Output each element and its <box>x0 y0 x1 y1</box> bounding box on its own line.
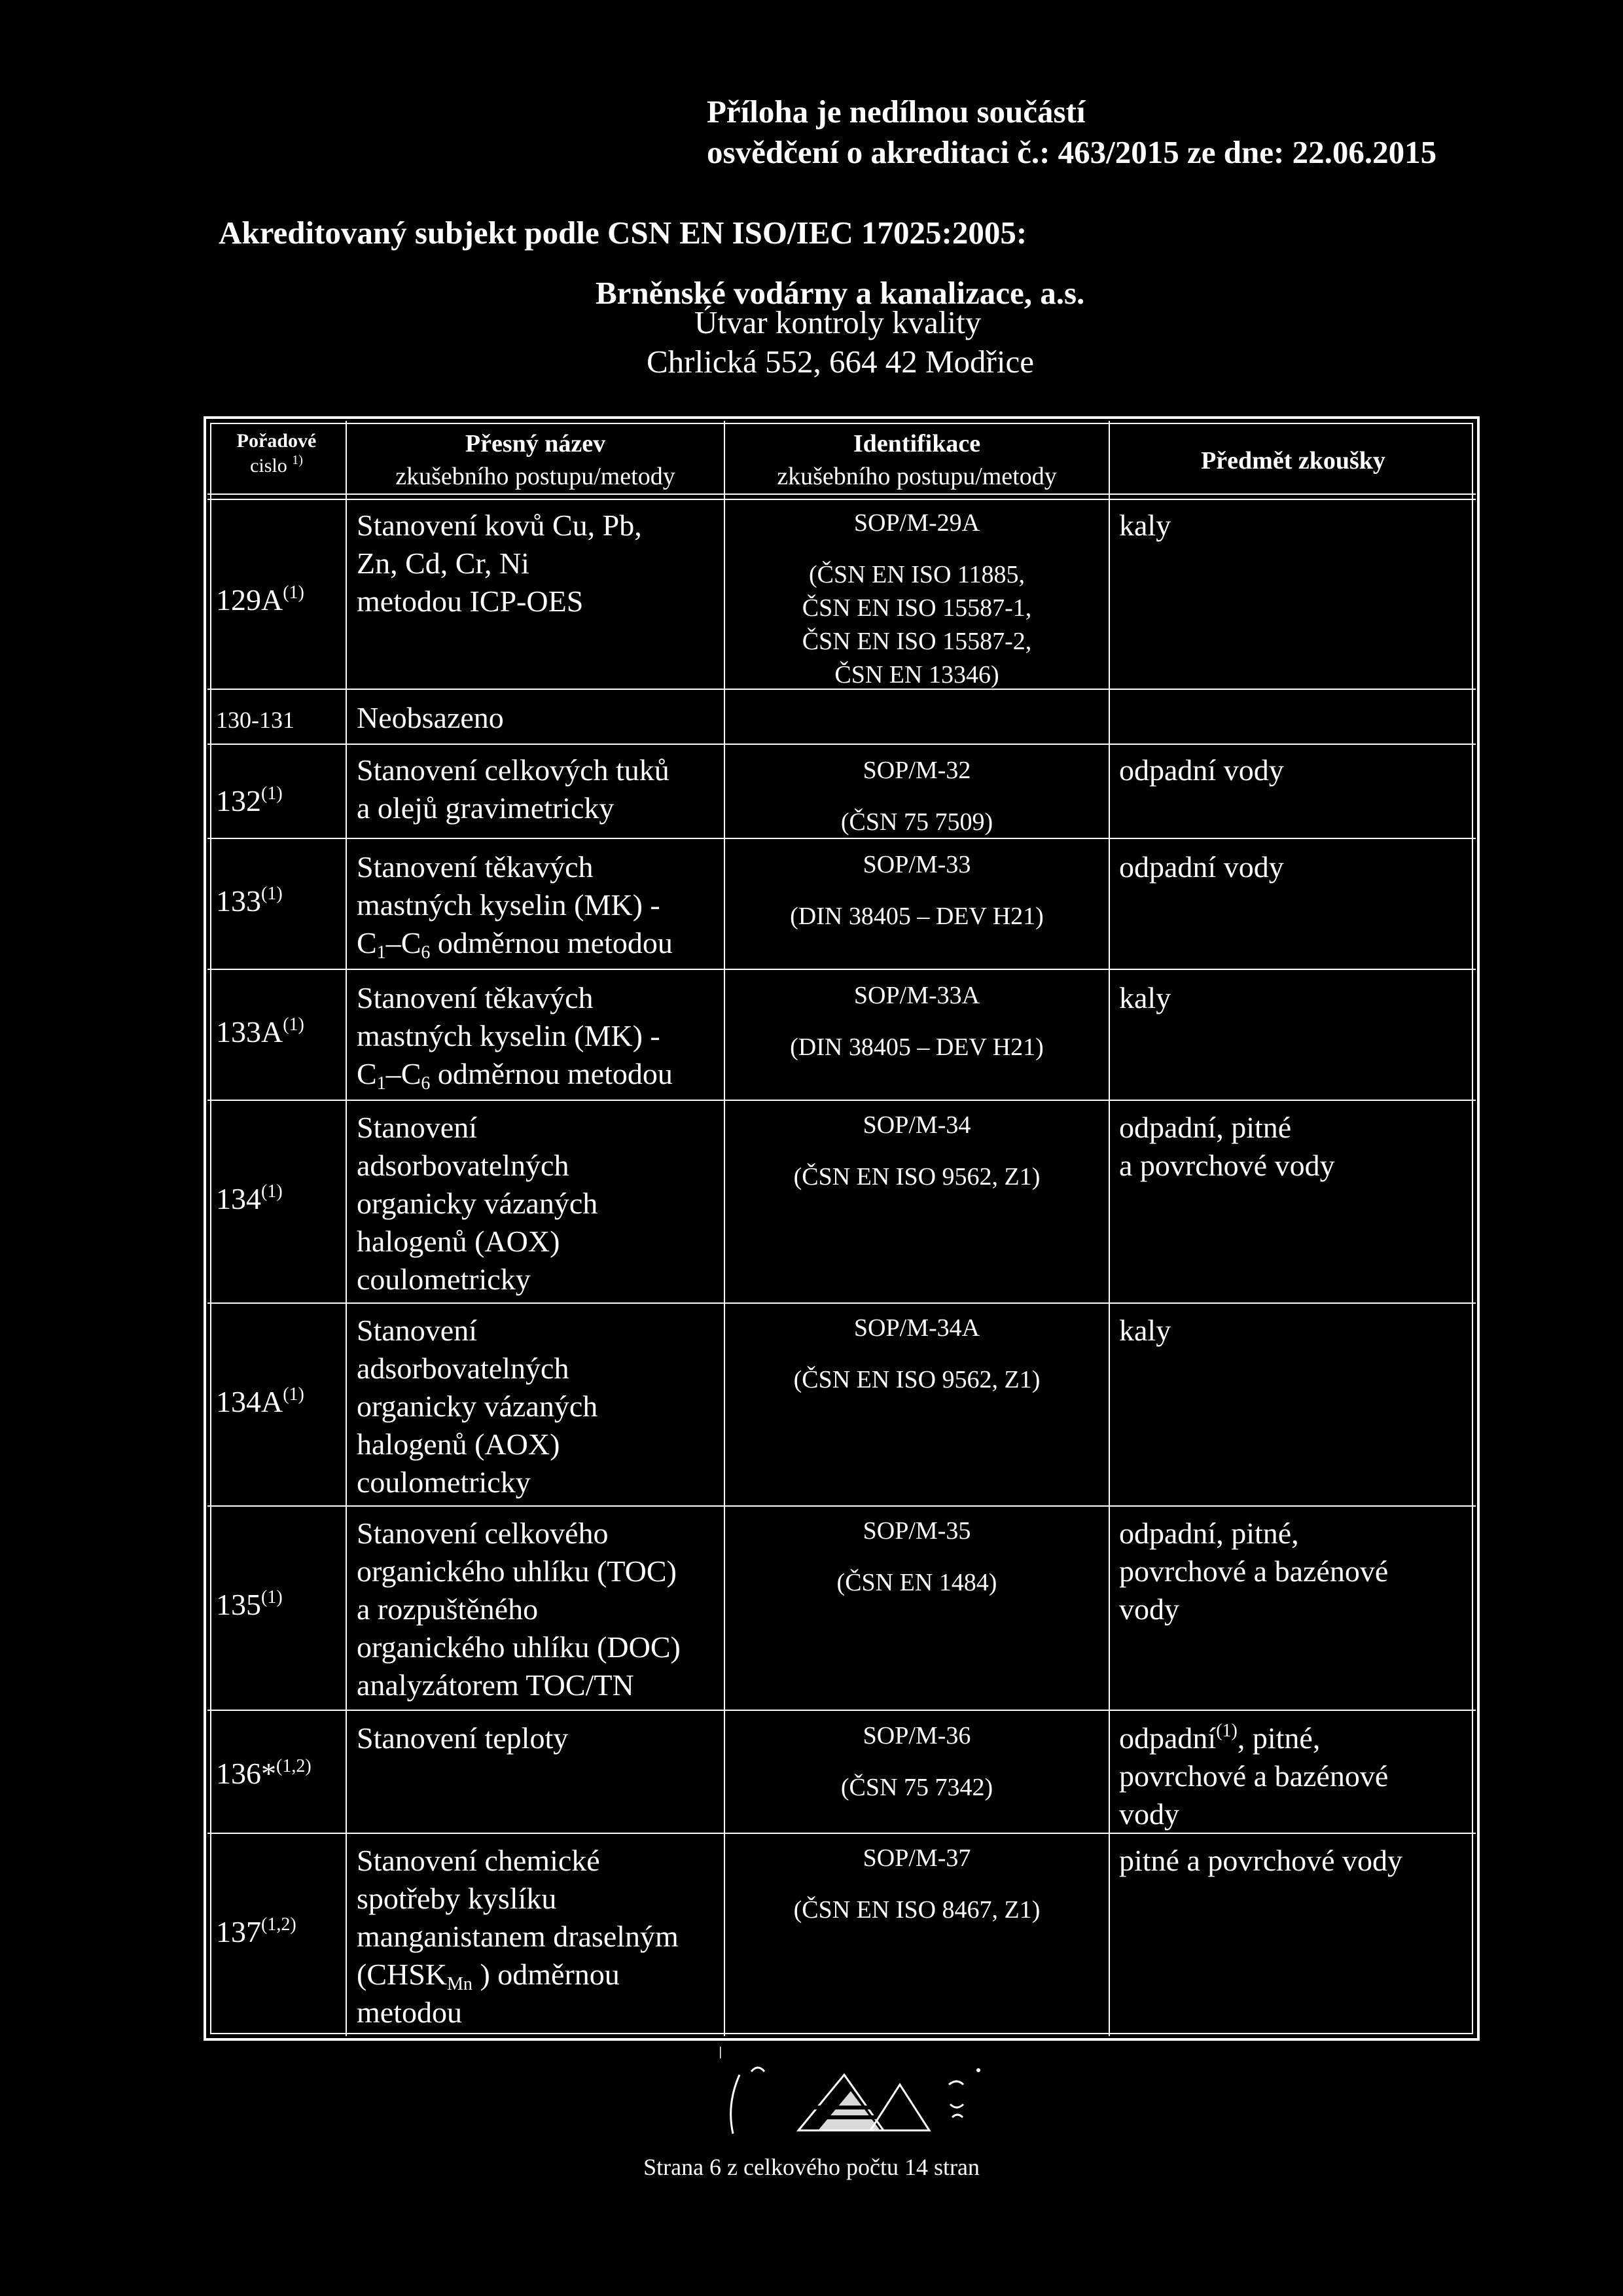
test-subject-line: kaly <box>1119 981 1171 1014</box>
row-divider <box>207 969 1476 970</box>
row-number-text: 132 <box>216 784 261 817</box>
row-number-footnote: (1) <box>283 1384 304 1405</box>
method-name-line: Stanovení teploty <box>357 1721 569 1755</box>
row-number-text: 137 <box>216 1915 261 1948</box>
row-number-129a <box>216 583 304 617</box>
organization-name: Brněnské vodárny a kanalizace, a.s. <box>596 275 1085 311</box>
method-code: SOP/M-36 <box>863 1722 971 1749</box>
test-subject-line: odpadní vody <box>1119 850 1284 884</box>
row-number-text: 129A <box>216 583 283 617</box>
method-name-line: a rozpuštěného <box>357 1592 539 1626</box>
method-standard: (ČSN 75 7509) <box>840 808 993 836</box>
row-number-footnote: (1) <box>261 884 283 904</box>
accredited-subject-label: Akreditovaný subjekt podle CSN EN ISO/IEC 17025:2005: <box>219 215 1027 251</box>
row-number-text: 134A <box>216 1385 283 1418</box>
method-name-line: organického uhlíku (DOC) <box>357 1630 681 1664</box>
method-standard: (DIN 38405 – DEV H21) <box>790 1033 1044 1061</box>
method-name-line: mastných kyselin (MK) - <box>357 1019 660 1052</box>
row-number-footnote: (1) <box>261 1181 283 1202</box>
method-name-line: organicky vázaných <box>357 1187 598 1220</box>
test-subject-line: kaly <box>1119 509 1171 542</box>
method-name-cell <box>357 1312 597 1501</box>
column-header-method-name <box>347 427 724 493</box>
method-name-line: spotřeby kyslíku <box>357 1882 557 1915</box>
method-code: SOP/M-34 <box>863 1111 971 1139</box>
test-subject-line: odpadní, pitné <box>1119 1111 1292 1144</box>
method-name-line-formula: ($CHSK_{Mn}$ ) odměrnou <box>357 1958 620 1994</box>
column-header-method-name-line1: Přesný název <box>465 430 606 457</box>
row-number-footnote: (1,2) <box>261 1914 296 1935</box>
accreditation-reference: osvědčení o akreditaci č.: 463/2015 ze dne: 22.06.2015 <box>707 134 1437 170</box>
method-name-line: Stanovení chemické <box>357 1844 600 1877</box>
row-number-text: 133A <box>216 1015 283 1049</box>
accreditation-seal-icon <box>720 2045 995 2144</box>
row-number-text: 136* <box>216 1757 276 1790</box>
method-code: SOP/M-29A <box>853 509 980 537</box>
method-name-cell <box>357 979 673 1093</box>
method-id-cell <box>725 1109 1109 1194</box>
method-name-cell <box>357 1719 568 1757</box>
method-id-cell <box>725 1312 1109 1397</box>
method-code: SOP/M-33 <box>863 851 971 878</box>
method-name-cell <box>357 1842 679 2032</box>
method-name-line: adsorbovatelných <box>357 1149 569 1182</box>
row-number-footnote: (1,2) <box>276 1756 312 1776</box>
method-standard: (DIN 38405 – DEV H21) <box>790 903 1044 930</box>
test-subject-cell <box>1119 848 1284 886</box>
method-standard: (ČSN EN ISO 9562, Z1) <box>793 1163 1041 1191</box>
row-divider <box>207 1505 1476 1507</box>
test-subject-line-footnoted: odpadní$^{(1)}$, pitné, <box>1119 1721 1321 1755</box>
column-divider-1 <box>346 421 347 2036</box>
method-id-cell <box>725 1719 1109 1804</box>
row-number-135 <box>216 1587 283 1622</box>
method-name-line: coulometricky <box>357 1465 531 1499</box>
method-name-line-formula: $C_1-C_6$ odměrnou metodou <box>357 926 673 963</box>
row-number-137 <box>216 1914 296 1949</box>
method-name-line: Stanovení těkavých <box>357 981 594 1014</box>
method-name-cell <box>357 507 642 620</box>
method-name-line: coulometricky <box>357 1263 531 1296</box>
row-number-footnote: (1) <box>283 583 304 603</box>
row-divider <box>207 1100 1476 1101</box>
method-name-line: metodou ICP-OES <box>357 584 584 618</box>
method-id-cell <box>725 979 1109 1064</box>
column-header-method-id-line2: zkušebního postupu/metody <box>777 463 1057 490</box>
method-standard: (ČSN EN ISO 9562, Z1) <box>793 1366 1041 1393</box>
method-name-line: Stanovení celkového <box>357 1516 609 1550</box>
row-number-133 <box>216 884 283 918</box>
test-subject-line: povrchové a bazénové <box>1119 1759 1389 1793</box>
method-name-line: analyzátorem TOC/TN <box>357 1668 634 1702</box>
test-subject-cell <box>1119 979 1171 1017</box>
test-subject-cell <box>1119 1719 1388 1833</box>
test-subject-line: pitné a povrchové vody <box>1119 1844 1403 1877</box>
row-divider <box>207 744 1476 745</box>
row-divider <box>207 1710 1476 1711</box>
organization-address: Chrlická 552, 664 42 Modřice <box>647 344 1034 380</box>
column-divider-3 <box>1109 421 1110 2036</box>
method-name-line: manganistanem draselným <box>357 1920 679 1953</box>
page-footer: Strana 6 z celkového počtu 14 stran <box>643 2154 980 2180</box>
row-number-footnote: (1) <box>283 1014 304 1035</box>
method-standard: ČSN EN ISO 15587-2, <box>802 628 1032 655</box>
row-number-text: 133 <box>216 884 261 918</box>
column-header-number <box>209 429 344 478</box>
method-standard: (ČSN EN ISO 8467, Z1) <box>793 1896 1041 1924</box>
method-name-line: a olejů gravimetricky <box>357 791 615 825</box>
method-name-line: organicky vázaných <box>357 1390 598 1423</box>
column-header-number-line1: Pořadové <box>236 430 317 452</box>
method-name-cell <box>357 848 673 962</box>
method-standard: (ČSN 75 7342) <box>840 1774 993 1801</box>
test-subject-cell <box>1119 1312 1171 1350</box>
row-number-133a <box>216 1014 304 1049</box>
method-name-cell <box>357 699 504 737</box>
test-subject-line: kaly <box>1119 1314 1171 1347</box>
test-subject-line: a povrchové vody <box>1119 1149 1335 1182</box>
test-subject-cell <box>1119 507 1171 545</box>
method-id-cell <box>725 1515 1109 1600</box>
method-name-line: organického uhlíku (TOC) <box>357 1554 677 1588</box>
test-subject-cell <box>1119 1515 1388 1628</box>
method-code: SOP/M-34A <box>853 1314 980 1342</box>
method-id-cell <box>725 1842 1109 1927</box>
test-subject-cell <box>1119 751 1284 789</box>
row-number-130-131: 130-131 <box>216 707 294 733</box>
column-header-test-subject: Předmět zkoušky <box>1201 447 1385 475</box>
method-name-cell <box>357 1109 597 1299</box>
method-standard: (ČSN EN ISO 11885, <box>808 561 1026 588</box>
method-code: SOP/M-37 <box>863 1844 971 1872</box>
test-subject-cell <box>1119 1842 1402 1880</box>
method-name-line: Zn, Cd, Cr, Ni <box>357 547 529 580</box>
method-code: SOP/M-35 <box>863 1517 971 1545</box>
method-standard: ČSN EN ISO 15587-1, <box>802 594 1032 622</box>
test-subject-line: odpadní, pitné, <box>1119 1516 1299 1550</box>
method-name-line-formula: $C_1-C_6$ odměrnou metodou <box>357 1057 673 1094</box>
method-name-cell <box>357 751 669 827</box>
column-header-method-id <box>725 427 1109 493</box>
method-name-cell <box>357 1515 681 1704</box>
row-number-text: 135 <box>216 1588 261 1621</box>
method-name-line: Stanovení <box>357 1111 477 1144</box>
method-name-line: Stanovení celkových tuků <box>357 753 669 787</box>
column-header-footnote: 1) <box>292 453 303 467</box>
test-subject-line: odpadní vody <box>1119 753 1284 787</box>
test-subject-cell <box>1119 1109 1335 1185</box>
test-subject-line: vody <box>1119 1797 1179 1831</box>
method-name-line: metodou <box>357 1996 462 2029</box>
column-header-method-name-line2: zkušebního postupu/metody <box>395 463 675 490</box>
organization-unit: Útvar kontroly kvality <box>694 304 982 340</box>
method-name-line: Neobsazeno <box>357 701 504 734</box>
column-header-number-line2 <box>209 454 344 478</box>
row-divider <box>207 1302 1476 1304</box>
method-standard: (ČSN EN 1484) <box>836 1569 997 1596</box>
method-id-cell <box>725 754 1109 839</box>
method-name-line: mastných kyselin (MK) - <box>357 888 660 922</box>
method-name-line: Stanovení kovů Cu, Pb, <box>357 509 642 542</box>
header-divider-double <box>207 499 1476 500</box>
header-divider <box>207 493 1476 495</box>
method-code: SOP/M-33A <box>853 982 980 1009</box>
row-number-132 <box>216 783 283 818</box>
method-name-line: Stanovení těkavých <box>357 850 594 884</box>
row-number-136 <box>216 1756 312 1791</box>
method-name-line: halogenů (AOX) <box>357 1225 560 1258</box>
column-header-number-word: cislo <box>250 455 287 476</box>
method-id-cell <box>725 848 1109 933</box>
method-name-line: halogenů (AOX) <box>357 1427 560 1461</box>
column-header-method-id-line1: Identifikace <box>853 430 981 457</box>
row-number-text: 134 <box>216 1182 261 1215</box>
method-name-line: Stanovení <box>357 1314 477 1347</box>
test-subject-line: povrchové a bazénové <box>1119 1554 1389 1588</box>
test-subject-line: vody <box>1119 1592 1179 1626</box>
method-id-cell <box>725 507 1109 692</box>
method-name-line: adsorbovatelných <box>357 1352 569 1385</box>
method-code: SOP/M-32 <box>863 757 971 784</box>
method-standard: ČSN EN 13346) <box>834 661 999 689</box>
row-number-footnote: (1) <box>261 783 283 804</box>
row-number-134 <box>216 1181 283 1216</box>
annex-title: Příloha je nedílnou součástí <box>707 94 1086 130</box>
row-number-134a <box>216 1384 304 1419</box>
row-number-footnote: (1) <box>261 1587 283 1607</box>
